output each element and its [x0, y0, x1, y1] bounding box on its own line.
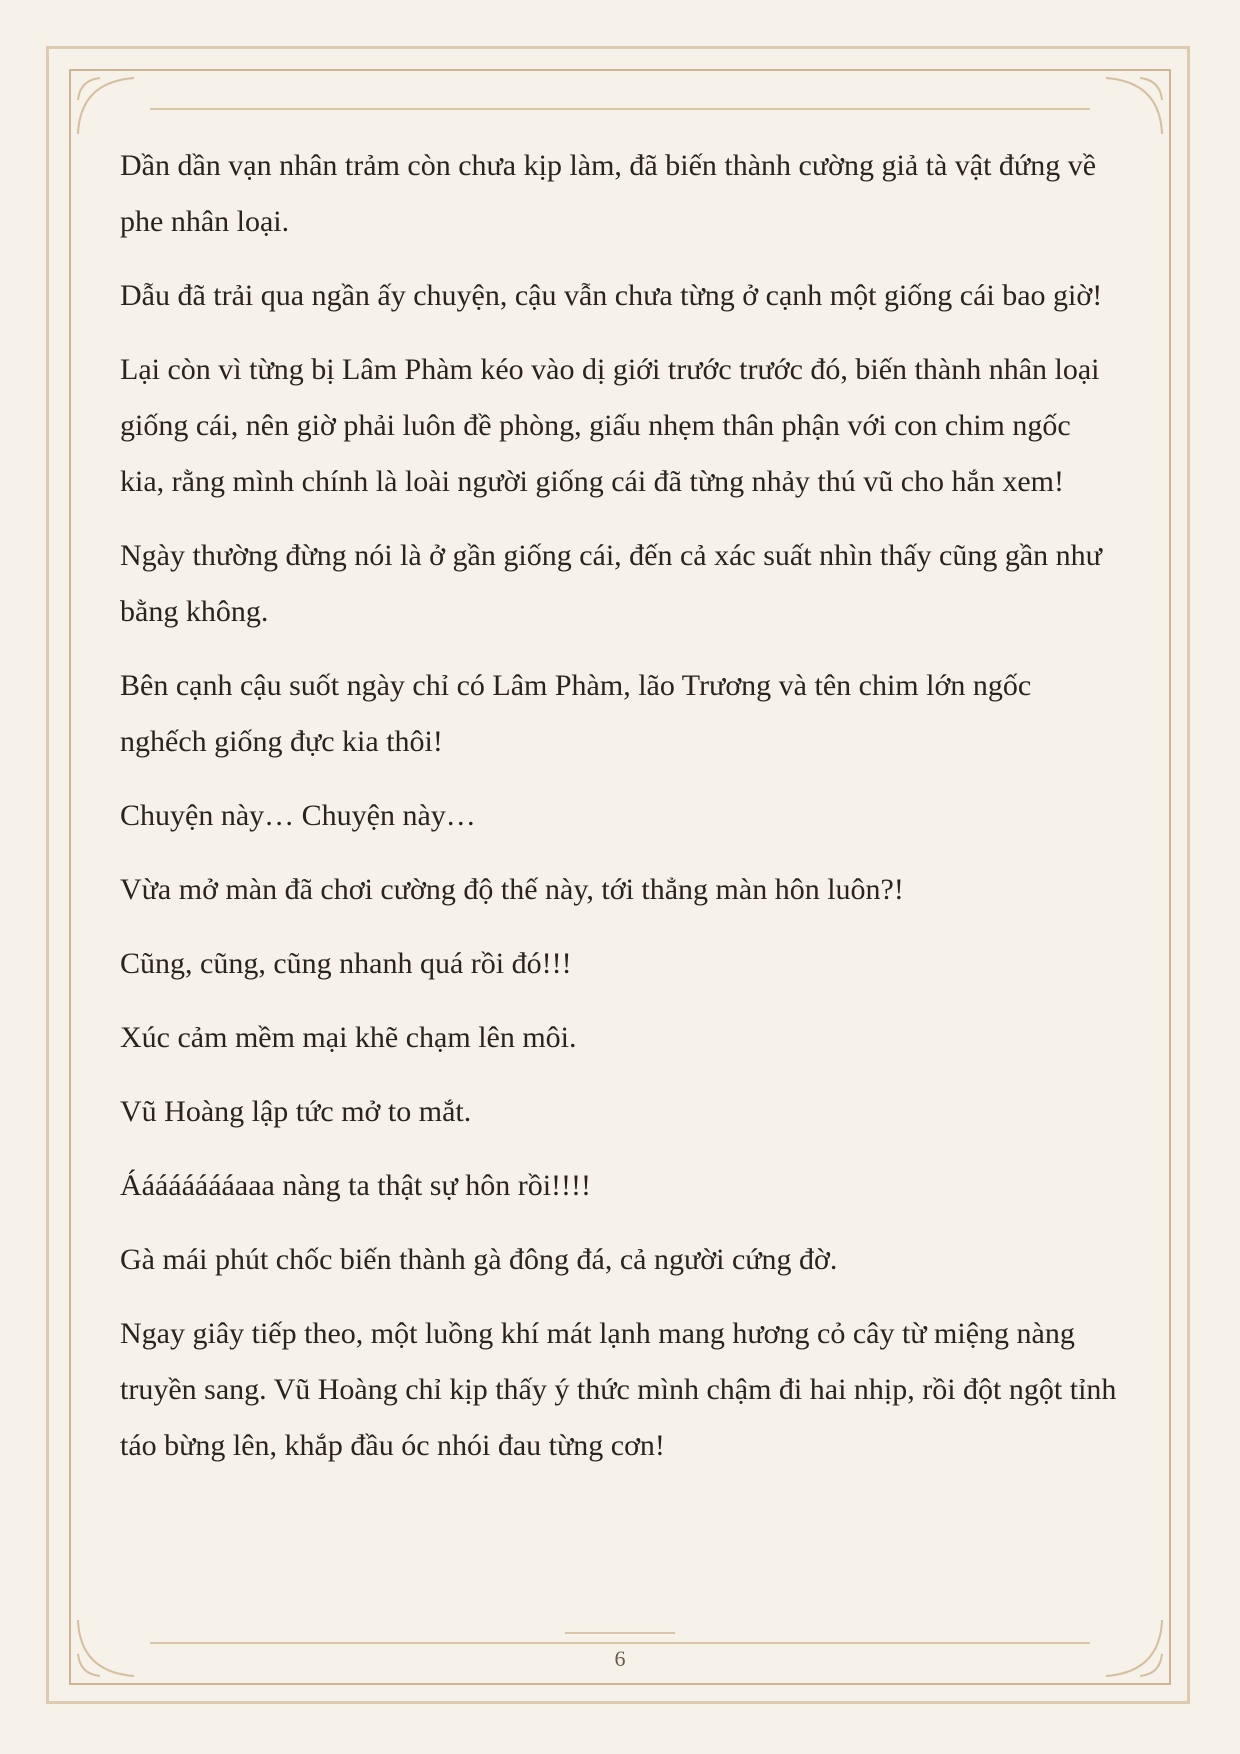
- paragraph: Ááááááááaaa nàng ta thật sự hôn rồi!!!!: [120, 1169, 591, 1202]
- paragraph: Chuyện này… Chuyện này…: [120, 799, 476, 832]
- paragraph: Vũ Hoàng lập tức mở to mắt.: [120, 1095, 472, 1128]
- header-divider: [150, 108, 1090, 110]
- paragraph: Dần dần vạn nhân trảm còn chưa kịp làm, đã biến thành cường giả tà vật đứng về phe nhân loại.: [120, 149, 1097, 238]
- page-number-accent-rule: [565, 1632, 675, 1634]
- page-number: 6: [614, 1646, 626, 1671]
- paragraph: Gà mái phút chốc biến thành gà đông đá, cả người cứng đờ.: [120, 1243, 838, 1276]
- paragraph: Bên cạnh cậu suốt ngày chỉ có Lâm Phàm, lão Trương và tên chim lớn ngốc nghếch giống đực kia thôi!: [120, 669, 1032, 758]
- paragraph: Vừa mở màn đã chơi cường độ thế này, tới thẳng màn hôn luôn?!: [120, 873, 904, 906]
- page-body: [120, 138, 1120, 1492]
- paragraph: Cũng, cũng, cũng nhanh quá rồi đó!!!: [120, 947, 572, 980]
- paragraph: Xúc cảm mềm mại khẽ chạm lên môi.: [120, 1021, 577, 1054]
- paragraph: Ngày thường đừng nói là ở gần giống cái, đến cả xác suất nhìn thấy cũng gần như bằng không.: [120, 539, 1102, 628]
- paragraph: Lại còn vì từng bị Lâm Phàm kéo vào dị giới trước trước đó, biến thành nhân loại giống cái, nên giờ phải luôn đề phòng, giấu nhẹm thân phận với con chim ngốc kia, rằng mình chính là loài người giống cái đã từng nhảy thú vũ cho hắn xem!: [120, 353, 1100, 498]
- paragraph: Dẫu đã trải qua ngần ấy chuyện, cậu vẫn chưa từng ở cạnh một giống cái bao giờ!: [120, 279, 1103, 312]
- footer-divider: [150, 1642, 1090, 1644]
- paragraph: Ngay giây tiếp theo, một luồng khí mát lạnh mang hương cỏ cây từ miệng nàng truyền sang. Vũ Hoàng chỉ kịp thấy ý thức mình chậm đi hai nhịp, rồi đột ngột tỉnh táo bừng lên, khắp đầu óc nhói đau từng cơn!: [120, 1317, 1117, 1462]
